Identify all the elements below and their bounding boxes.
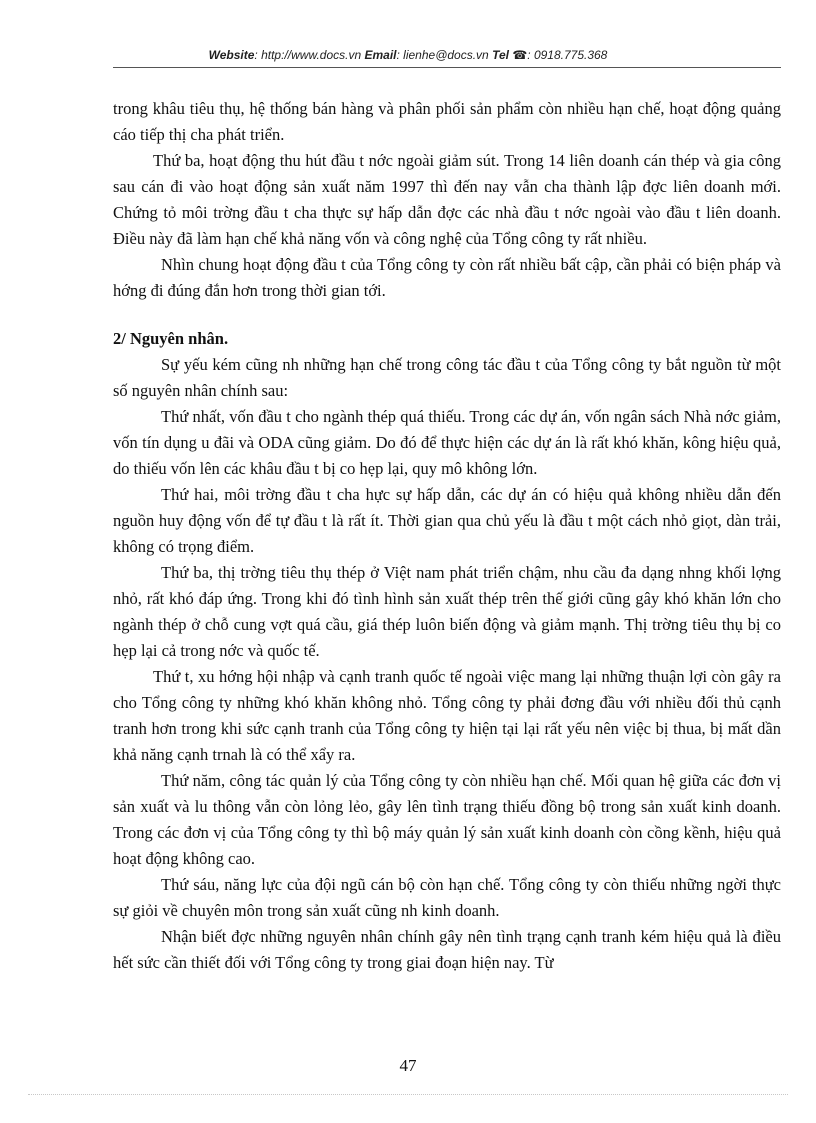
- paragraph: Thứ ba, hoạt động thu hút đầu t nớc ngoài giảm sút. Trong 14 liên doanh cán thép và gia công sau cán đi vào hoạt động sản xuất năm 1997 thì đến nay vẫn cha thành lập đợc liên doanh mới. Chứng tỏ môi trờng đầu t cha thực sự hấp dẫn đợc các nhà đầu t nớc ngoài vào đầu t liên doanh. Điều này đã làm hạn chế khả năng vốn và công nghệ của Tổng công ty rất nhiều.: [113, 151, 781, 248]
- email-label: Email: [364, 48, 397, 62]
- paragraph: Sự yếu kém cũng nh những hạn chế trong công tác đầu t của Tổng công ty bắt nguồn từ một số nguyên nhân chính sau:: [113, 355, 781, 400]
- website-label: Website: [208, 48, 255, 62]
- email-value: : lienhe@docs.vn: [396, 48, 489, 62]
- section-heading: 2/ Nguyên nhân.: [113, 329, 229, 348]
- phone-icon: ☎: [512, 48, 528, 62]
- paragraph: trong khâu tiêu thụ, hệ thống bán hàng và phân phối sản phẩm còn nhiều hạn chế, hoạt động quảng cáo tiếp thị cha phát triển.: [113, 99, 781, 144]
- website-value: : http://www.docs.vn: [254, 48, 362, 62]
- paragraph: Nhìn chung hoạt động đầu t của Tổng công ty còn rất nhiều bất cập, cần phải có biện pháp và hớng đi đúng đắn hơn trong thời gian tới.: [113, 255, 781, 300]
- page-bottom-divider: [28, 1094, 788, 1095]
- header-divider: [113, 67, 781, 68]
- document-body: [113, 96, 781, 976]
- tel-label: Tel: [492, 48, 509, 62]
- paragraph: Thứ nhất, vốn đầu t cho ngành thép quá thiếu. Trong các dự án, vốn ngân sách Nhà nớc giảm, vốn tín dụng u đãi và ODA cũng giảm. Do đó để thực hiện các dự án là rất khó khăn, kông hiệu quả, do thiếu vốn lên các khâu đầu t bị co hẹp lại, quy mô không lớn.: [113, 407, 781, 478]
- paragraph: Thứ t, xu hớng hội nhập và cạnh tranh quốc tế ngoài việc mang lại những thuận lợi còn gây ra cho Tổng công ty những khó khăn không nhỏ. Tổng công ty phải đơng đầu với nhiều đối thủ cạnh tranh hơn trong khi sức cạnh tranh của Tổng công ty hiện tại lại rất yếu nên việc bị thua, bị mất dần khả năng cạnh trnah là có thể xẩy ra.: [113, 667, 781, 764]
- paragraph: Thứ năm, công tác quản lý của Tổng công ty còn nhiều hạn chế. Mối quan hệ giữa các đơn vị sản xuất và lu thông vẫn còn lỏng lẻo, gây lên tình trạng thiếu đồng bộ trong sản xuất kinh doanh. Trong các đơn vị của Tổng công ty thì bộ máy quản lý sản xuất kinh doanh còn cồng kềnh, hiệu quả hoạt động không cao.: [113, 771, 781, 868]
- paragraph: Nhận biết đợc những nguyên nhân chính gây nên tình trạng cạnh tranh kém hiệu quả là điều hết sức cần thiết đối với Tổng công ty trong giai đoạn hiện nay. Từ: [113, 927, 781, 972]
- tel-value: : 0918.775.368: [527, 48, 608, 62]
- page-number: 47: [399, 1056, 417, 1075]
- paragraph: Thứ ba, thị trờng tiêu thụ thép ở Việt nam phát triển chậm, nhu cầu đa dạng nhng khối lợng nhỏ, rất khó đáp ứng. Trong khi đó tình hình sản xuất thép trên thế giới cũng gây khó khăn lớn cho ngành thép ở chỗ cung vợt quá cầu, giá thép luôn biến động và giảm mạnh. Thị trờng tiêu thụ bị co hẹp lại cả trong nớc và quốc tế.: [113, 563, 781, 660]
- paragraph: Thứ hai, môi trờng đầu t cha hực sự hấp dẫn, các dự án có hiệu quả không nhiều dẫn đến nguồn huy động vốn để tự đầu t là rất ít. Thời gian qua chủ yếu là đầu t một cách nhỏ giọt, dàn trải, không có trọng điểm.: [113, 485, 781, 556]
- page-header: [0, 48, 816, 62]
- paragraph: Thứ sáu, năng lực của đội ngũ cán bộ còn hạn chế. Tổng công ty còn thiếu những ngời thực sự giỏi về chuyên môn trong sản xuất cũng nh kinh doanh.: [113, 875, 781, 920]
